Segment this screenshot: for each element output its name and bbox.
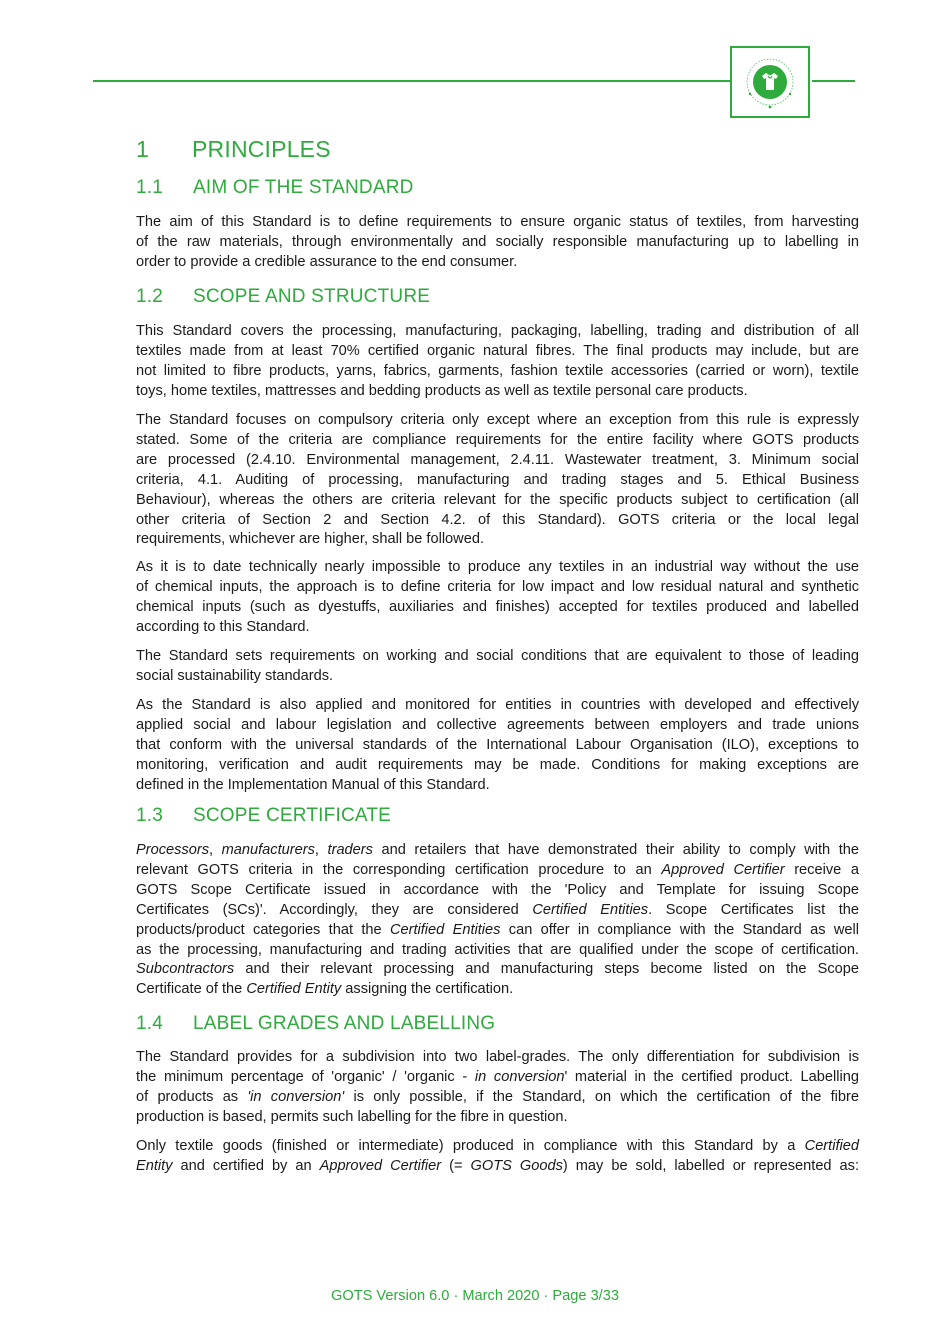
text-line: social sustainability standards. [136,667,334,684]
text: and their relevant processing and manufacturing steps become listed on the Scope [234,961,859,978]
text-line: toys, home textiles, mattresses and bedding products as well as textile personal care products. [136,382,748,399]
section-1-3-heading [136,805,391,827]
scope-paragraph-3 [136,558,859,638]
section-1-1-heading [136,177,414,199]
text-line: defined in the Implementation Manual of this Standard. [136,776,490,793]
text-line [136,960,859,980]
label-grades-paragraph-2 [136,1137,859,1177]
section-number: 1.4 [136,1013,164,1034]
text: receive a [784,861,859,878]
text-line: monitoring, verification and audit requirements may be made. Conditions for making exceptions are [136,756,859,773]
section-number: 1.1 [136,177,164,198]
scope-certificate-paragraph [136,841,859,1000]
text: ) may be sold, labelled or represented as: [562,1157,860,1174]
italic-term: Approved Certifier [661,861,785,878]
scope-paragraph-2 [136,411,859,550]
text-line: are processed (2.4.10. Environmental management, 2.4.11. Wastewater treatment, 3. Minimum social [136,451,859,468]
text-line: stated. Some of the criteria are compliance requirements for the entire facility where GOTS products [136,431,859,448]
text: of products as [136,1088,248,1105]
text-line: not limited to fibre products, yarns, fabrics, garments, fashion textile accessories (carried or worn), textile [136,362,859,379]
aim-paragraph [136,213,859,273]
text-line: according to this Standard. [136,618,310,635]
text-line: as the processing, manufacturing and trading activities that are qualified under the scope of certification. [136,941,859,958]
text: (= [441,1157,471,1174]
italic-term: in conversion [474,1068,565,1085]
italic-term: Entity [136,1157,173,1174]
italic-term: Certified Entity [246,981,342,998]
italic-term: Processors [136,842,209,858]
italic-term: traders [327,842,373,858]
italic-term: Certified Entities [389,921,501,938]
text: , [209,842,222,858]
text-line: Behaviour), whereas the others are criteria relevant for the specific products subject to certification (all [136,491,859,508]
italic-term: 'in conversion' [247,1088,345,1105]
text-line [136,1088,859,1108]
text: assigning the certification. [341,981,514,998]
gots-logo [730,46,810,118]
text: . Scope Certificates list the [648,901,859,918]
text: Certificates (SCs)'. Accordingly, they are considered [136,901,533,918]
text: Only textile goods (finished or intermediate) produced in compliance with this Standard by a [136,1138,805,1154]
section-1-heading [136,136,331,163]
text: and retailers that have demonstrated their ability to comply with the [372,842,860,858]
text-line: GOTS Scope Certificate issued in accordance with the 'Policy and Template for issuing Scope [136,881,859,898]
italic-term: GOTS Goods [470,1157,563,1174]
section-title: LABEL GRADES AND LABELLING [193,1013,496,1034]
italic-term: Certified [804,1138,859,1154]
scope-paragraph-4 [136,647,859,687]
italic-term: Certified Entities [532,901,649,918]
scope-paragraph-1 [136,322,859,402]
text-line: The Standard sets requirements on working and social conditions that are equivalent to those of leading [136,648,859,664]
text-line: The Standard focuses on compulsory criteria only except where an exception from this rule is expressly [136,412,859,428]
text-line [136,901,859,921]
header-rule [93,80,731,82]
text: relevant GOTS criteria in the corresponding certification procedure to an [136,861,662,878]
text-line [136,921,859,941]
text-line: The Standard provides for a subdivision into two label-grades. The only differentiation for subdivision is [136,1049,859,1065]
section-1-4-heading [136,1013,495,1035]
section-title: SCOPE CERTIFICATE [193,805,392,826]
text-line: production is based, permits such labelling for the fibre in question. [136,1108,568,1125]
text-line: applied social and labour legislation and collective agreements between employers and trade unions [136,716,859,733]
text-line: As the Standard is also applied and monitored for entities in countries with developed and effectively [136,697,859,713]
text: ' material in the certified product. Labelling [564,1068,859,1085]
text: the minimum percentage of 'organic' / 'organic - [136,1068,475,1085]
text-line: requirements, whichever are higher, shall be followed. [136,531,485,548]
text-line [136,1157,859,1177]
page-footer [0,1288,950,1304]
section-number: 1.2 [136,286,164,307]
text-line: other criteria of Section 2 and Section 4.2. of this Standard). GOTS criteria or the local legal [136,511,859,528]
section-title: PRINCIPLES [192,136,331,162]
text-line: order to provide a credible assurance to the end consumer. [136,253,518,270]
text: Certificate of the [136,981,247,998]
text-line: The aim of this Standard is to define requirements to ensure organic status of textiles, from harvesting [136,214,859,230]
text-line: criteria, 4.1. Auditing of processing, manufacturing and trading stages and 5. Ethical Business [136,471,859,488]
text: , [314,842,328,858]
text-line: of chemical inputs, the approach is to define criteria for low impact and low residual natural and synthetic [136,578,859,595]
section-number: 1 [136,136,149,162]
text-line: chemical inputs (such as dyestuffs, auxiliaries and finishes) accepted for textiles produced and labelled [136,598,859,615]
gots-logo-icon [744,54,796,110]
section-title: SCOPE AND STRUCTURE [193,286,431,307]
italic-term: Subcontractors [136,961,235,978]
text-line [136,1137,859,1157]
text-line [136,1068,859,1088]
italic-term: manufacturers [221,842,315,858]
section-title: AIM OF THE STANDARD [193,177,414,198]
text-line: of the raw materials, through environmentally and socially responsible manufacturing up to labelling in [136,233,859,250]
italic-term: Approved Certifier [319,1157,442,1174]
text-line: This Standard covers the processing, manufacturing, packaging, labelling, trading and distribution of all [136,323,859,339]
footer-text: GOTS Version 6.0 · March 2020 · Page 3/33 [331,1288,619,1304]
text: products/product categories that the [136,921,390,938]
header-rule-right [812,80,855,82]
scope-paragraph-5 [136,696,859,796]
text: and certified by an [172,1157,320,1174]
text-line [136,980,859,1000]
section-1-2-heading [136,286,430,308]
text-line [136,841,859,861]
text: can offer in compliance with the Standard as well [500,921,859,938]
text: is only possible, if the Standard, on which the certification of the fibre [344,1088,859,1105]
section-number: 1.3 [136,805,164,826]
text-line: textiles made from at least 70% certified organic natural fibres. The final products may include, but are [136,342,859,359]
text-line [136,861,859,881]
text-line: that conform with the universal standards of the International Labour Organisation (ILO), exceptions to [136,736,859,753]
text-line: As it is to date technically nearly impossible to produce any textiles in an industrial way without the use [136,559,859,575]
label-grades-paragraph-1 [136,1048,859,1128]
